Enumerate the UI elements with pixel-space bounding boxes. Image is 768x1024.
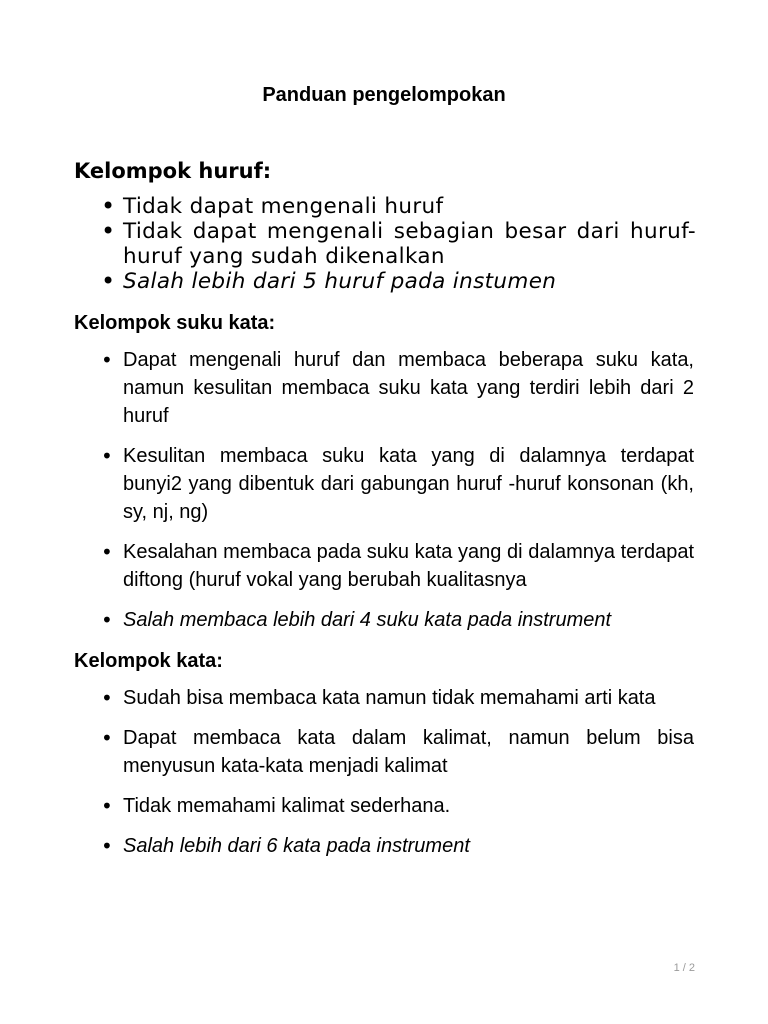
section-heading-huruf: Kelompok huruf: bbox=[74, 159, 272, 183]
section-kelompok-suku-kata bbox=[74, 310, 694, 634]
list-item-text: Tidak dapat mengenali sebagian besar dari huruf-huruf yang sudah dikenalkan bbox=[123, 219, 696, 269]
list-item-text: Sudah bisa membaca kata namun tidak memahami arti kata bbox=[123, 687, 656, 709]
list-item bbox=[74, 684, 694, 712]
bullet-icon: • bbox=[101, 267, 116, 295]
list-item-text: Salah lebih dari 5 huruf pada instumen bbox=[123, 269, 557, 294]
bullet-icon: • bbox=[101, 726, 113, 750]
list-item-text: Tidak memahami kalimat sederhana. bbox=[123, 795, 451, 817]
bullet-icon: • bbox=[101, 794, 113, 818]
list-item-text: Kesalahan membaca pada suku kata yang di dalamnya terdapat diftong (huruf vokal yang berubah kualitasnya bbox=[123, 541, 694, 591]
list-suku-kata bbox=[74, 346, 694, 634]
bullet-icon: • bbox=[101, 608, 113, 632]
page-title: Panduan pengelompokan bbox=[262, 84, 506, 106]
bullet-icon: • bbox=[101, 192, 116, 220]
list-item bbox=[74, 538, 694, 594]
list-item bbox=[74, 606, 694, 634]
list-huruf bbox=[74, 194, 696, 294]
list-kata bbox=[74, 684, 694, 860]
list-item bbox=[74, 219, 696, 269]
list-item bbox=[74, 442, 694, 526]
page-number: 1 / 2 bbox=[673, 962, 695, 974]
bullet-icon: • bbox=[101, 686, 113, 710]
section-kelompok-huruf bbox=[74, 156, 696, 294]
bullet-icon: • bbox=[101, 444, 113, 468]
bullet-icon: • bbox=[101, 217, 116, 245]
list-item-text: Dapat membaca kata dalam kalimat, namun belum bisa menyusun kata-kata menjadi kalimat bbox=[123, 727, 694, 777]
list-item-text: Salah membaca lebih dari 4 suku kata pada instrument bbox=[123, 609, 612, 631]
bullet-icon: • bbox=[101, 348, 113, 372]
list-item-text: Salah lebih dari 6 kata pada instrument bbox=[123, 835, 470, 857]
list-item-text: Dapat mengenali huruf dan membaca beberapa suku kata, namun kesulitan membaca suku kata yang terdiri lebih dari 2 huruf bbox=[123, 349, 694, 427]
section-kelompok-kata bbox=[74, 648, 694, 860]
bullet-icon: • bbox=[101, 540, 113, 564]
list-item bbox=[74, 269, 696, 294]
list-item bbox=[74, 724, 694, 780]
section-heading-kata: Kelompok kata: bbox=[74, 650, 223, 672]
list-item bbox=[74, 346, 694, 430]
section-heading-suku-kata: Kelompok suku kata: bbox=[74, 312, 276, 334]
list-item-text: Tidak dapat mengenali huruf bbox=[123, 194, 444, 219]
list-item bbox=[74, 832, 694, 860]
list-item bbox=[74, 792, 694, 820]
list-item bbox=[74, 194, 696, 219]
bullet-icon: • bbox=[101, 834, 113, 858]
list-item-text: Kesulitan membaca suku kata yang di dalamnya terdapat bunyi2 yang dibentuk dari gabungan huruf -huruf konsonan (kh, sy, nj, ng) bbox=[123, 445, 694, 523]
